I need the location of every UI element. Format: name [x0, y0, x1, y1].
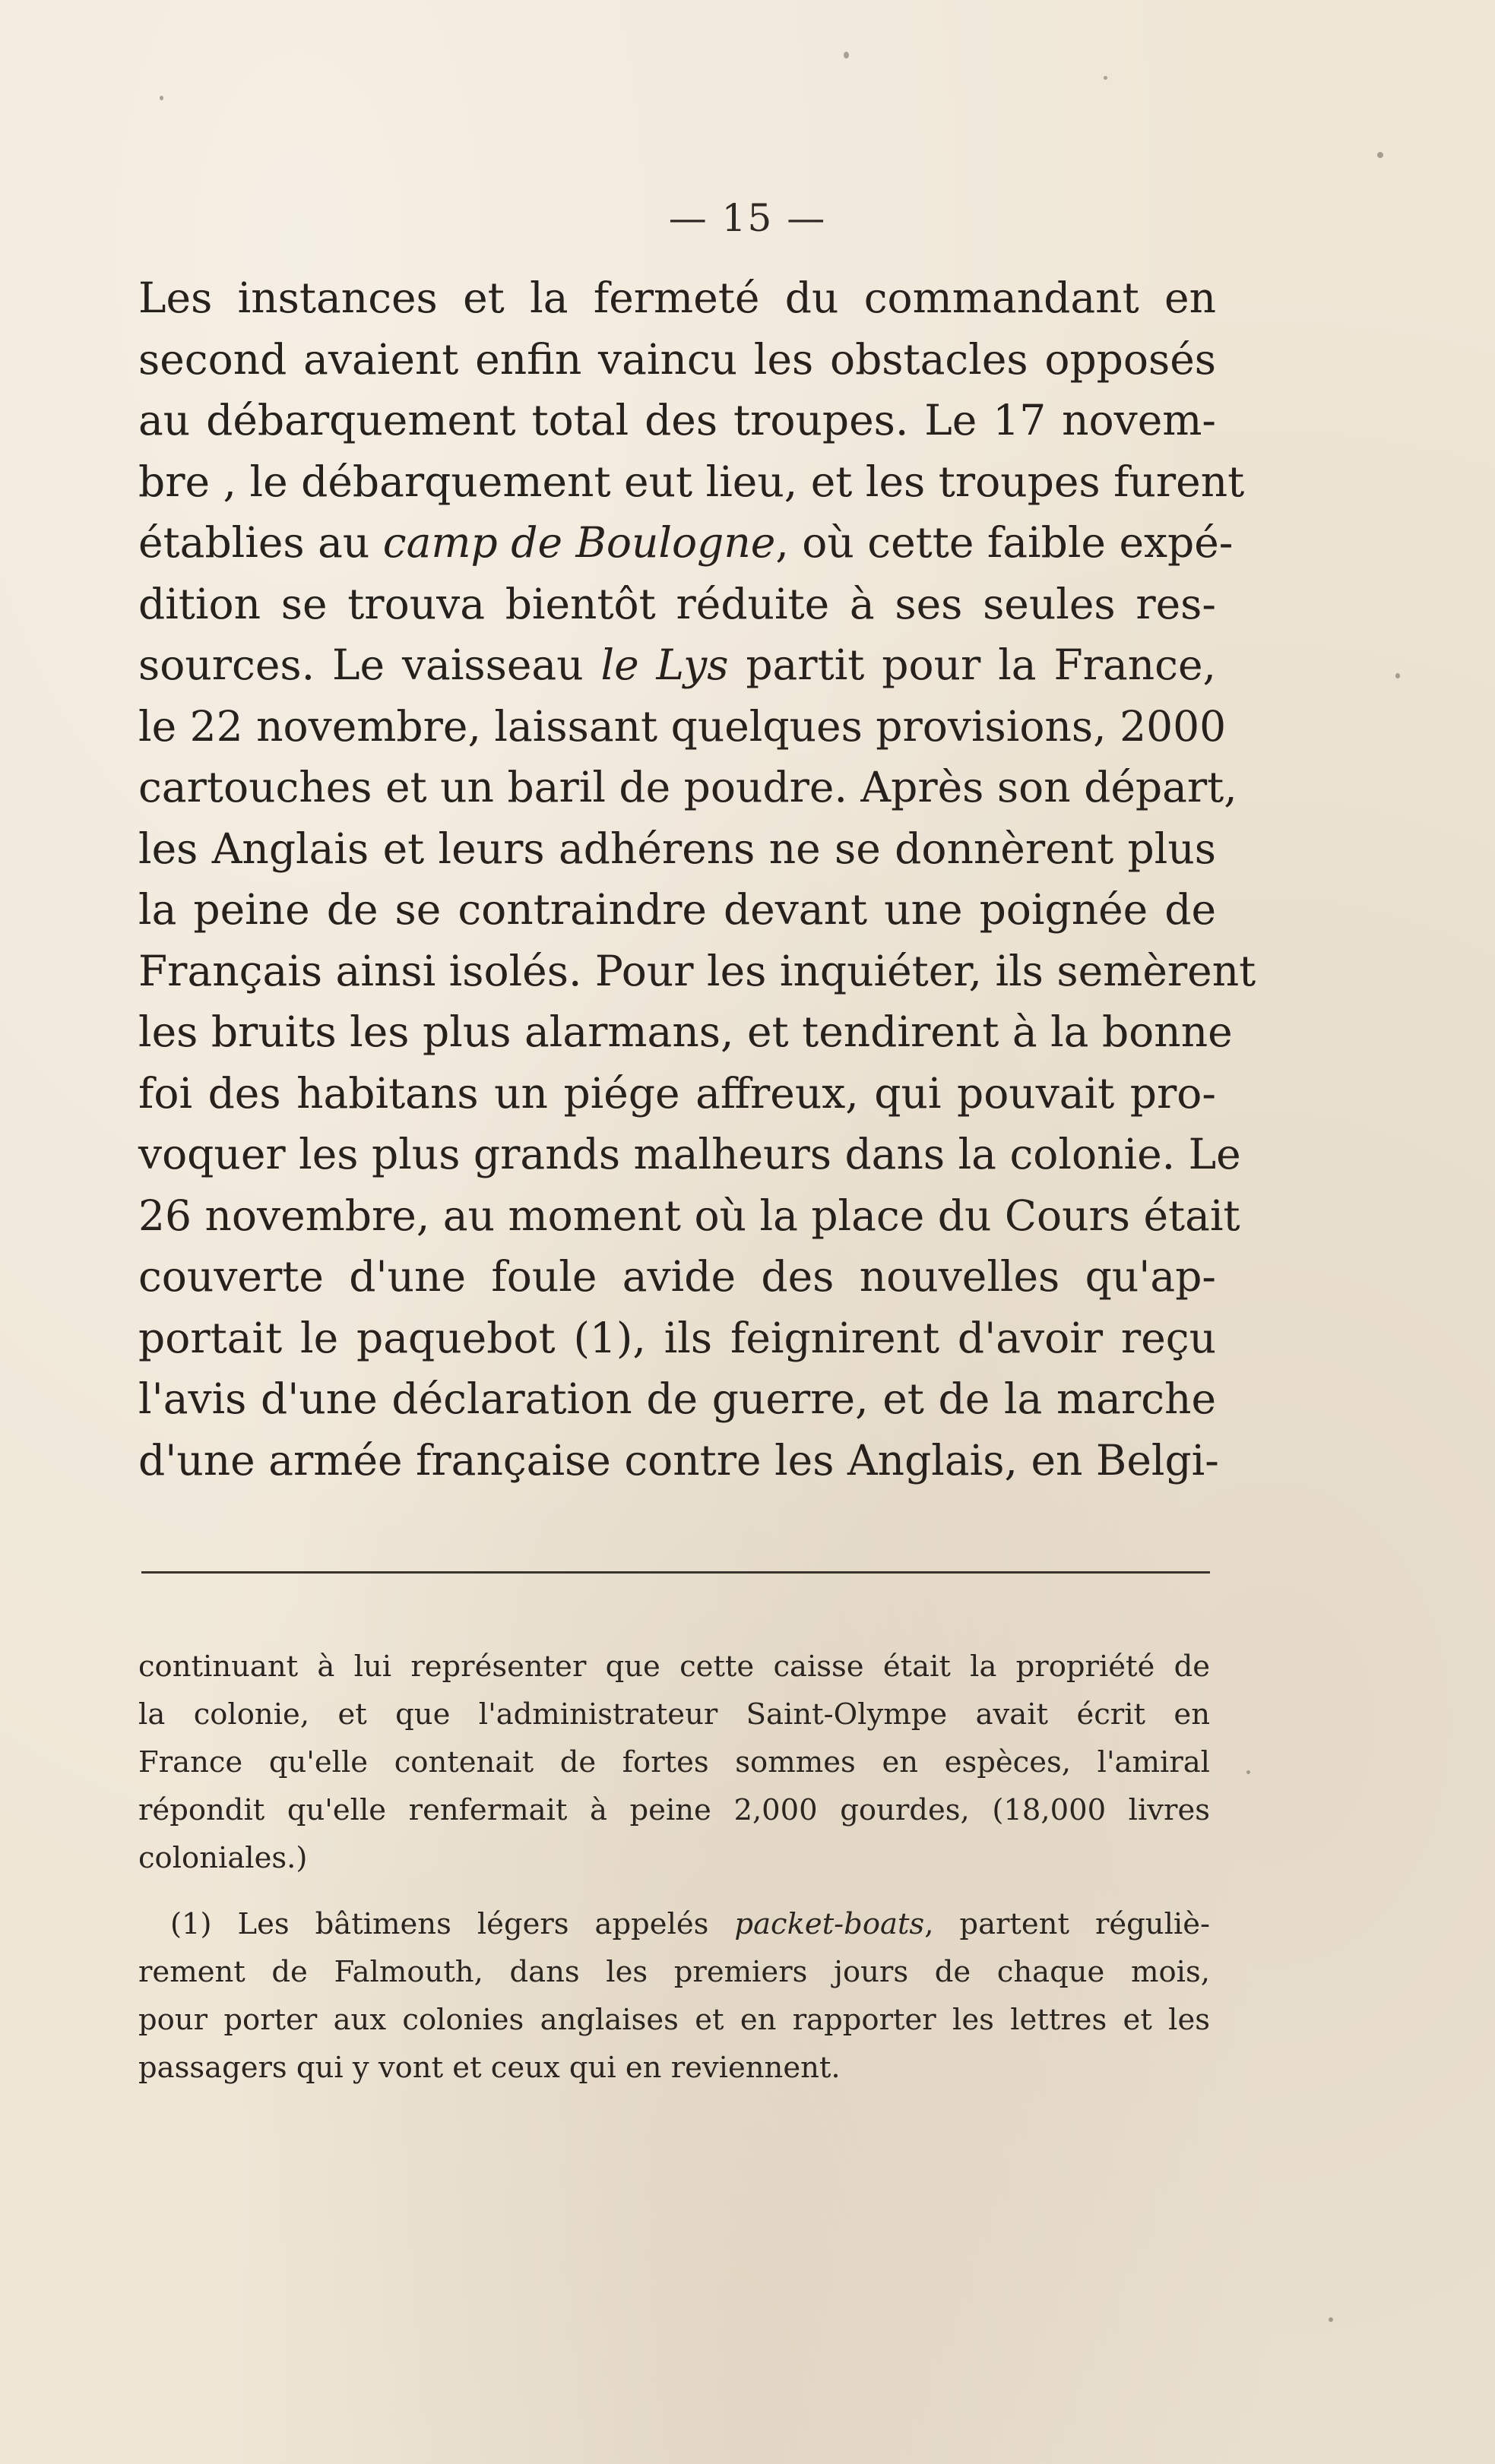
text-line [138, 634, 1216, 696]
text-line: cartouches et un baril de poudre. Après son départ, [138, 763, 1237, 811]
footnote-line: rement de Falmouth, dans les premiers jours de chaque mois, [138, 1955, 1210, 1989]
footnote-divider [141, 1571, 1210, 1574]
text-line: la peine de se contraindre devant une poignée de [138, 885, 1216, 934]
text-line: Les instances et la fermeté du commandant en [138, 274, 1216, 322]
text-line: portait le paquebot (1), ils feignirent d'avoir reçu [138, 1313, 1216, 1362]
text-run: établies au [138, 518, 383, 567]
text-line [138, 512, 1234, 574]
italic-place-name: camp de Boulogne [382, 518, 776, 567]
page-number: — 15 — [668, 196, 827, 240]
footnote-continuation [138, 1643, 1210, 1882]
footnote-line: coloniales.) [138, 1841, 308, 1875]
text-line: Français ainsi isolés. Pour les inquiéter, ils semèrent [138, 946, 1256, 995]
text-line: dition se trouva bientôt réduite à ses seules res- [138, 579, 1216, 628]
text-line: foi des habitans un piége affreux, qui pouvait pro- [138, 1068, 1216, 1118]
text-line: l'avis d'une déclaration de guerre, et de la marche [138, 1374, 1216, 1423]
text-run: , partent réguliè- [924, 1907, 1210, 1941]
footnote-line: pour porter aux colonies anglaises et en rapporter les lettres et les [138, 2003, 1210, 2037]
footnote-line: la colonie, et que l'administrateur Saint-Olympe avait écrit en [138, 1697, 1210, 1732]
paper-speck [1329, 2317, 1333, 2322]
paper-speck [844, 52, 849, 59]
paper-speck [1104, 76, 1107, 80]
text-run: , où cette faible expé- [775, 518, 1234, 567]
text-line: d'une armée française contre les Anglais, en Belgi- [138, 1435, 1219, 1485]
paper-speck [1395, 673, 1400, 678]
italic-ship-name: le Lys [600, 641, 729, 689]
footnote-spacer [138, 1882, 1210, 1900]
footnote-line: France qu'elle contenait de fortes sommes en espèces, l'amiral [138, 1745, 1210, 1779]
text-run: sources. Le vaisseau [138, 641, 601, 689]
footnote-1 [138, 1900, 1210, 2092]
text-line: bre , le débarquement eut lieu, et les troupes furent [138, 457, 1245, 506]
paper-speck [160, 96, 163, 100]
text-line: les Anglais et leurs adhérens ne se donnèrent plus [138, 824, 1216, 873]
footnote-line: continuant à lui représenter que cette caisse était la propriété de [138, 1650, 1210, 1684]
text-line: second avaient enfin vaincu les obstacles opposés [138, 334, 1216, 384]
text-run: (1) Les bâtimens légers appelés [170, 1907, 735, 1941]
text-line: le 22 novembre, laissant quelques provisions, 2000 [138, 701, 1227, 751]
main-text [138, 267, 1256, 1491]
footnote-line: répondit qu'elle renfermait à peine 2,000 gourdes, (18,000 livres [138, 1793, 1210, 1827]
text-run: partit pour la France, [728, 641, 1216, 689]
text-line: voquer les plus grands malheurs dans la colonie. Le [138, 1130, 1241, 1178]
italic-term: packet-boats [734, 1907, 925, 1941]
footnote-line [138, 1900, 1210, 1948]
text-line: les bruits les plus alarmans, et tendirent à la bonne [138, 1007, 1233, 1056]
text-line: couverte d'une foule avide des nouvelles qu'ap- [138, 1252, 1216, 1301]
paper-speck [1377, 152, 1383, 158]
footnote-line: passagers qui y vont et ceux qui en reviennent. [138, 2051, 841, 2085]
paper-speck [1246, 1770, 1250, 1774]
text-line: 26 novembre, au moment où la place du Cours était [138, 1191, 1240, 1240]
footnotes [138, 1643, 1210, 2092]
text-line: au débarquement total des troupes. Le 17 novem- [138, 396, 1216, 444]
